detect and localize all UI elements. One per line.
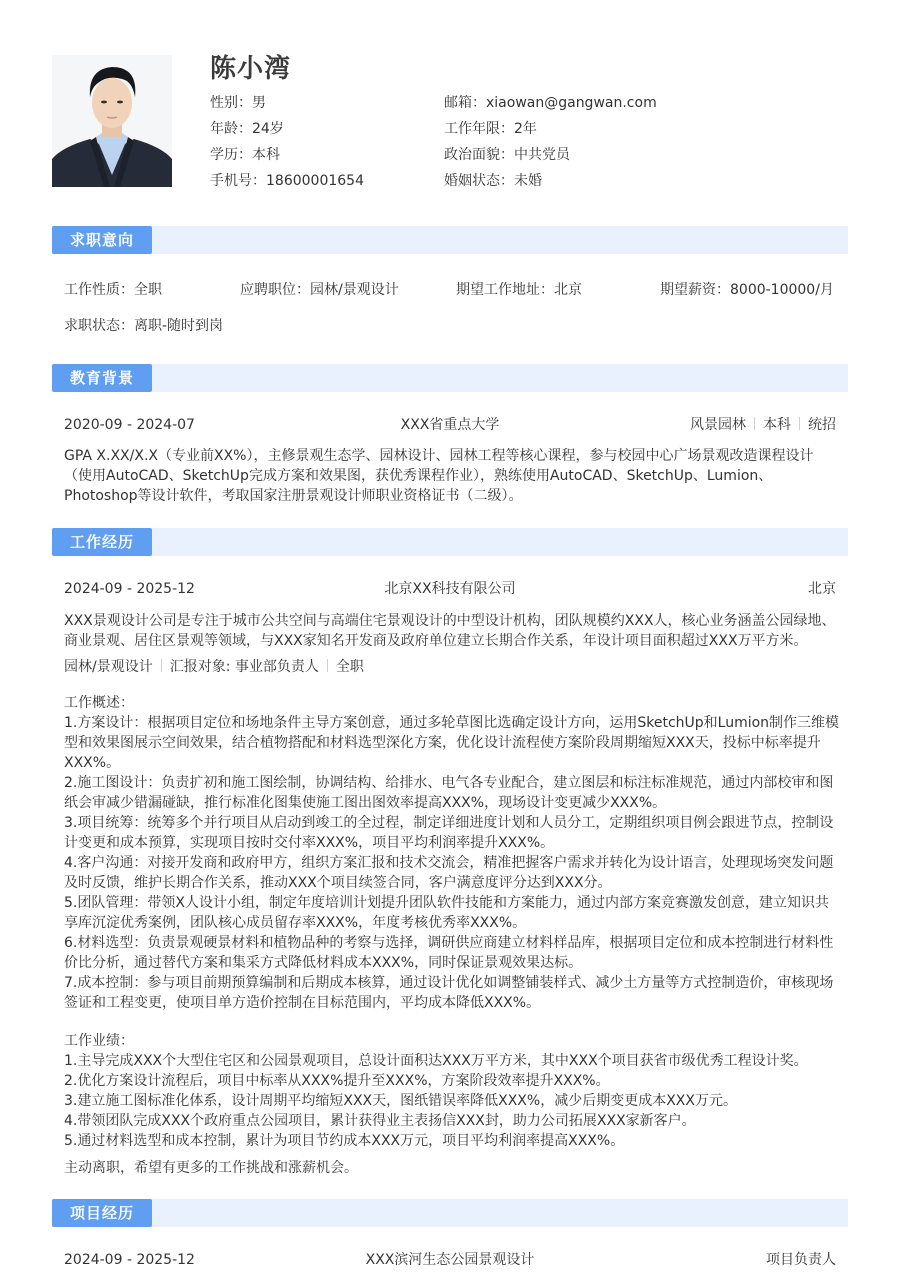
overview-item: 4.客户沟通：对接开发商和政府甲方，组织方案汇报和技术交流会，精准把握客户需求并转化为设计语言，处理现场突发问题及时反馈，维护长期合作关系，推动XXX个项目续签合同，客户满意度评分达到XXX分。	[64, 855, 834, 891]
education-degree: 本科	[763, 417, 791, 433]
section-title: 求职意向	[52, 226, 152, 254]
info-label: 手机号：	[210, 173, 266, 189]
work-overview	[64, 693, 840, 1013]
divider	[754, 417, 755, 430]
section-header-work	[52, 528, 848, 556]
work-row	[64, 578, 836, 600]
work-tags	[64, 657, 840, 677]
leave-reason: 主动离职，希望有更多的工作挑战和涨薪机会。	[64, 1160, 358, 1176]
project-period: 2024-09 - 2025-12	[64, 1252, 195, 1268]
info-value: 男	[252, 95, 266, 111]
divider	[161, 659, 162, 672]
section-header-project	[52, 1199, 848, 1227]
candidate-name: 陈小湾	[210, 54, 292, 84]
divider	[799, 417, 800, 430]
work-report-to: 汇报对象: 事业部负责人	[169, 659, 319, 675]
education-row	[64, 414, 836, 436]
work-period: 2024-09 - 2025-12	[64, 581, 195, 597]
education-major: 风景园林	[690, 417, 746, 433]
info-value: 未婚	[514, 173, 542, 189]
overview-item: 7.成本控制：参与项目前期预算编制和后期成本核算，通过设计优化如调整铺装样式、减少土方量等方式控制造价，审核现场签证和工程变更，使项目单方造价控制在目标范围内，平均成本降低XXX%。	[64, 975, 834, 1011]
intent-value: 全职	[134, 282, 162, 298]
work-company: 北京XX科技有限公司	[384, 581, 516, 597]
intent-label: 求职状态：	[64, 318, 134, 334]
info-phone	[210, 170, 364, 196]
overview-item: 1.方案设计：根据项目定位和场地条件主导方案创意，通过多轮草图比选确定设计方向，运用SketchUp和Lumion制作三维模型和效果图展示空间效果，结合植物搭配和材料选型深化方案，优化设计流程使方案阶段周期缩短XXX天，投标中标率提升XXX%。	[64, 715, 840, 771]
info-label: 学历：	[210, 147, 252, 163]
section-header-education	[52, 364, 848, 392]
section-header-intent	[52, 226, 848, 254]
education-period: 2020-09 - 2024-07	[64, 417, 195, 433]
work-achievements	[64, 1031, 840, 1151]
project-role: 项目负责人	[766, 1252, 836, 1268]
intent-value: 北京	[554, 282, 582, 298]
intent-value: 离职-随时到岗	[134, 318, 224, 334]
intent-label: 应聘职位：	[240, 282, 310, 298]
info-work-years	[444, 118, 657, 144]
info-value: xiaowan@gangwan.com	[486, 95, 657, 111]
info-value: 中共党员	[514, 147, 570, 163]
divider	[327, 659, 328, 672]
info-age	[210, 118, 364, 144]
intent-position	[240, 279, 399, 299]
info-label: 年龄：	[210, 121, 252, 137]
intent-label: 期望工作地址：	[456, 282, 554, 298]
info-label: 性别：	[210, 95, 252, 111]
work-type: 全职	[335, 659, 364, 675]
company-intro: XXX景观设计公司是专注于城市公共空间与高端住宅景观设计的中型设计机构，团队规模约XXX人，核心业务涵盖公园绿地、商业景观、居住区景观等领域，与XXX家知名开发商及政府单位建立长期合作关系，年设计项目面积超过XXX万平方米。	[64, 613, 836, 649]
overview-item: 2.施工图设计：负责扩初和施工图绘制，协调结构、给排水、电气各专业配合，建立图层和标注标准规范，通过内部校审和图纸会审减少错漏碰缺，推行标准化图集使施工图出图效率提高XXX%，现场设计变更减少XXX%。	[64, 775, 834, 811]
achievement-item: 2.优化方案设计流程后，项目中标率从XXX%提升至XXX%，方案阶段效率提升XXX%。	[64, 1073, 610, 1089]
work-location: 北京	[808, 581, 836, 597]
intent-label: 期望薪资：	[660, 282, 730, 298]
section-title: 教育背景	[52, 364, 152, 392]
section-title: 项目经历	[52, 1199, 152, 1227]
info-value: 2年	[514, 121, 537, 137]
overview-title: 工作概述：	[64, 695, 134, 711]
info-label: 工作年限：	[444, 121, 514, 137]
achievement-item: 1.主导完成XXX个大型住宅区和公园景观项目，总设计面积达XXX万平方米，其中XXX个项目获省市级优秀工程设计奖。	[64, 1053, 808, 1069]
project-row	[64, 1249, 836, 1271]
education-description: GPA X.XX/X.X（专业前XX%），主修景观生态学、园林设计、园林工程等核心课程，参与校园中心广场景观改造课程设计（使用AutoCAD、SketchUp完成方案和效果图，获优秀课程作业），熟练使用AutoCAD、SketchUp、Lumion、Photoshop等设计软件，考取国家注册景观设计师职业资格证书（二级）。	[64, 448, 814, 504]
profile-photo	[52, 55, 172, 187]
intent-value: 8000-10000/月	[730, 282, 834, 298]
info-email	[444, 92, 657, 118]
intent-value: 园林/景观设计	[310, 282, 399, 298]
intent-job-type	[64, 279, 162, 299]
info-gender	[210, 92, 364, 118]
achievements-title: 工作业绩：	[64, 1033, 134, 1049]
intent-status	[64, 315, 223, 335]
info-education	[210, 144, 364, 170]
info-label: 政治面貌：	[444, 147, 514, 163]
education-enrollment: 统招	[808, 417, 836, 433]
info-label: 婚姻状态：	[444, 173, 514, 189]
work-function: 园林/景观设计	[64, 659, 153, 675]
info-value: 本科	[252, 147, 280, 163]
education-school: XXX省重点大学	[400, 417, 500, 433]
info-value: 18600001654	[266, 173, 364, 189]
info-label: 邮箱：	[444, 95, 486, 111]
achievement-item: 5.通过材料选型和成本控制，累计为项目节约成本XXX万元，项目平均利润率提高XXX%。	[64, 1133, 625, 1149]
overview-item: 5.团队管理：带领X人设计小组，制定年度培训计划提升团队软件技能和方案能力，通过内部方案竞赛激发创意，建立知识共享库沉淀优秀案例，团队核心成员留存率XXX%，年度考核优秀率XXX%。	[64, 895, 829, 931]
education-tags	[690, 414, 836, 436]
achievement-item: 3.建立施工图标准化体系，设计周期平均缩短XXX天，图纸错误率降低XXX%，减少后期变更成本XXX万元。	[64, 1093, 737, 1109]
basic-info-right	[444, 92, 657, 196]
overview-item: 3.项目统筹：统筹多个并行项目从启动到竣工的全过程，制定详细进度计划和人员分工，定期组织项目例会跟进节点，控制设计变更和成本预算，实现项目按时交付率XXX%，项目平均利润率提升XXX%。	[64, 815, 834, 851]
intent-salary	[660, 279, 834, 299]
basic-info-left	[210, 92, 364, 196]
info-value: 24岁	[252, 121, 284, 137]
achievement-item: 4.带领团队完成XXX个政府重点公园项目，累计获得业主表扬信XXX封，助力公司拓展XXX家新客户。	[64, 1113, 696, 1129]
intent-label: 工作性质：	[64, 282, 134, 298]
info-political-status	[444, 144, 657, 170]
project-name: XXX滨河生态公园景观设计	[365, 1252, 535, 1268]
person-portrait-icon	[52, 55, 172, 187]
info-marital-status	[444, 170, 657, 196]
intent-location	[456, 279, 582, 299]
section-title: 工作经历	[52, 528, 152, 556]
overview-item: 6.材料选型：负责景观硬景材料和植物品种的考察与选择，调研供应商建立材料样品库，根据项目定位和成本控制进行材料性价比分析，通过替代方案和集采方式降低材料成本XXX%，同时保证景观效果达标。	[64, 935, 834, 971]
